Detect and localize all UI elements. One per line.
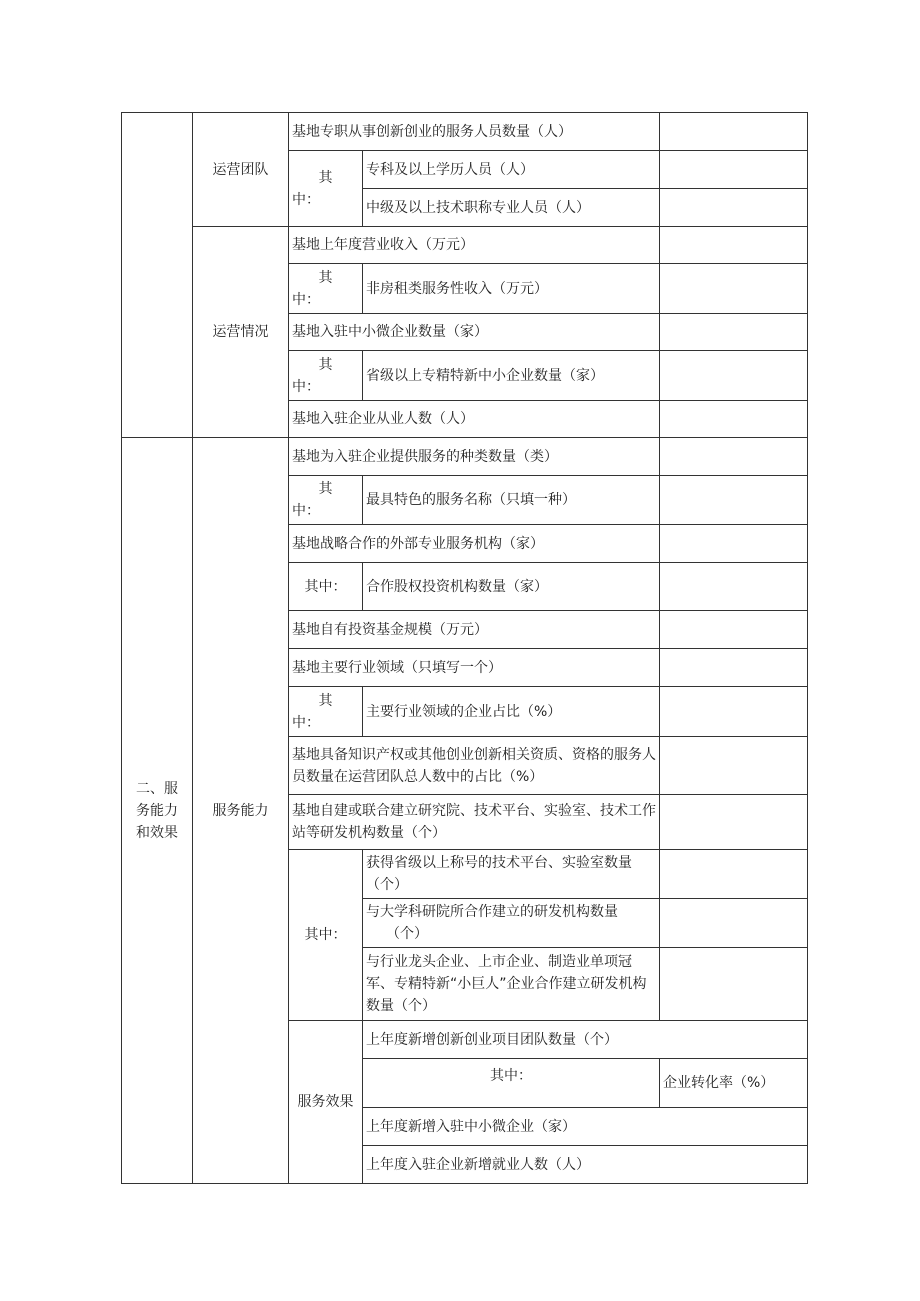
item-external-partners: 基地战略合作的外部专业服务机构（家） xyxy=(289,525,660,563)
item-non-rent-income: 非房租类服务性收入（万元） xyxy=(363,264,660,314)
value-cell[interactable] xyxy=(660,899,808,948)
item-new-sme: 上年度新增入驻中小微企业（家） xyxy=(363,1108,808,1146)
qizhong-label xyxy=(289,264,363,314)
value-cell[interactable] xyxy=(660,264,808,314)
evaluation-form-table xyxy=(121,112,808,1184)
qizhong-label xyxy=(289,476,363,525)
qizhong-part-a: 其 xyxy=(318,692,333,709)
table-row xyxy=(122,113,808,151)
qizhong-label xyxy=(289,151,363,227)
category-line: 二、服 xyxy=(136,780,178,797)
value-cell[interactable] xyxy=(660,737,808,795)
item-main-industry-share: 主要行业领域的企业占比（%） xyxy=(363,687,660,737)
subcategory-effect: 服务效果 xyxy=(289,1021,363,1184)
item-line: （个） xyxy=(386,926,428,942)
qizhong-part-b: 中： xyxy=(292,378,320,395)
item-new-project-teams: 上年度新增创新创业项目团队数量（个） xyxy=(363,1021,808,1059)
item-featured-service: 最具特色的服务名称（只填一种） xyxy=(363,476,660,525)
item-leading-enterprise-rd: 与行业龙头企业、上市企业、制造业单项冠军、专精特新“小巨人”企业合作建立研发机构数量（个） xyxy=(363,948,660,1021)
value-cell[interactable] xyxy=(660,189,808,227)
subcategory-status: 运营情况 xyxy=(193,227,289,438)
value-cell[interactable] xyxy=(660,525,808,563)
value-cell[interactable] xyxy=(660,314,808,351)
subcategory-team: 运营团队 xyxy=(193,113,289,227)
value-cell[interactable] xyxy=(660,151,808,189)
item-equity-investors: 合作股权投资机构数量（家） xyxy=(363,563,660,611)
item-main-industry: 基地主要行业领域（只填写一个） xyxy=(289,649,660,687)
item-annual-revenue: 基地上年度营业收入（万元） xyxy=(289,227,660,264)
qizhong-part-a: 其 xyxy=(318,481,333,497)
item-new-jobs: 上年度入驻企业新增就业人数（人） xyxy=(363,1146,808,1184)
item-conversion-rate: 企业转化率（%） xyxy=(660,1059,808,1108)
item-rd-institutions: 基地自建或联合建立研究院、技术平台、实验室、技术工作站等研发机构数量（个） xyxy=(289,795,660,850)
item-university-rd xyxy=(363,899,660,948)
qizhong-part-b: 中： xyxy=(292,191,320,208)
category-line: 和效果 xyxy=(136,824,178,841)
value-cell[interactable] xyxy=(660,113,808,151)
qizhong-label: 其中： xyxy=(289,563,363,611)
qizhong-label xyxy=(289,687,363,737)
value-cell[interactable] xyxy=(660,649,808,687)
subcategory-capability: 服务能力 xyxy=(193,438,289,1184)
value-cell[interactable] xyxy=(660,351,808,401)
item-specialized-sme-count: 省级以上专精特新中小企业数量（家） xyxy=(363,351,660,401)
qizhong-part-a: 其 xyxy=(318,169,333,186)
item-college-degree-staff: 专科及以上学历人员（人） xyxy=(363,151,660,189)
item-own-fund-size: 基地自有投资基金规模（万元） xyxy=(289,611,660,649)
value-cell[interactable] xyxy=(660,563,808,611)
table-row xyxy=(122,227,808,264)
value-cell[interactable] xyxy=(660,611,808,649)
item-service-types: 基地为入驻企业提供服务的种类数量（类） xyxy=(289,438,660,476)
value-cell[interactable] xyxy=(660,476,808,525)
qizhong-label xyxy=(289,351,363,401)
value-cell[interactable] xyxy=(660,227,808,264)
category-cell-operation xyxy=(122,113,193,438)
category-service-capability-effect xyxy=(122,438,193,1184)
qizhong-part-b: 中： xyxy=(292,291,320,308)
item-employee-count: 基地入驻企业从业人数（人） xyxy=(289,401,660,438)
qizhong-part-a: 其 xyxy=(318,356,333,373)
item-sme-count: 基地入驻中小微企业数量（家） xyxy=(289,314,660,351)
qizhong-label: 其中： xyxy=(289,850,363,1021)
table-row xyxy=(122,438,808,476)
qizhong-label: 其中： xyxy=(363,1059,660,1108)
item-qualified-staff-ratio: 基地具备知识产权或其他创业创新相关资质、资格的服务人员数量在运营团队总人数中的占比（%） xyxy=(289,737,660,795)
value-cell[interactable] xyxy=(660,438,808,476)
value-cell[interactable] xyxy=(660,795,808,850)
item-service-staff-count: 基地专职从事创新创业的服务人员数量（人） xyxy=(289,113,660,151)
value-cell[interactable] xyxy=(660,687,808,737)
qizhong-part-b: 中： xyxy=(292,714,320,731)
item-line: 与大学科研院所合作建立的研发机构数量 xyxy=(366,904,618,920)
qizhong-part-a: 其 xyxy=(318,269,333,286)
item-mid-title-staff: 中级及以上技术职称专业人员（人） xyxy=(363,189,660,227)
item-provincial-platforms: 获得省级以上称号的技术平台、实验室数量（个） xyxy=(363,850,660,899)
category-line: 务能力 xyxy=(136,802,178,819)
value-cell[interactable] xyxy=(660,850,808,899)
value-cell[interactable] xyxy=(660,948,808,1021)
value-cell[interactable] xyxy=(660,401,808,438)
qizhong-part-b: 中： xyxy=(292,503,320,519)
